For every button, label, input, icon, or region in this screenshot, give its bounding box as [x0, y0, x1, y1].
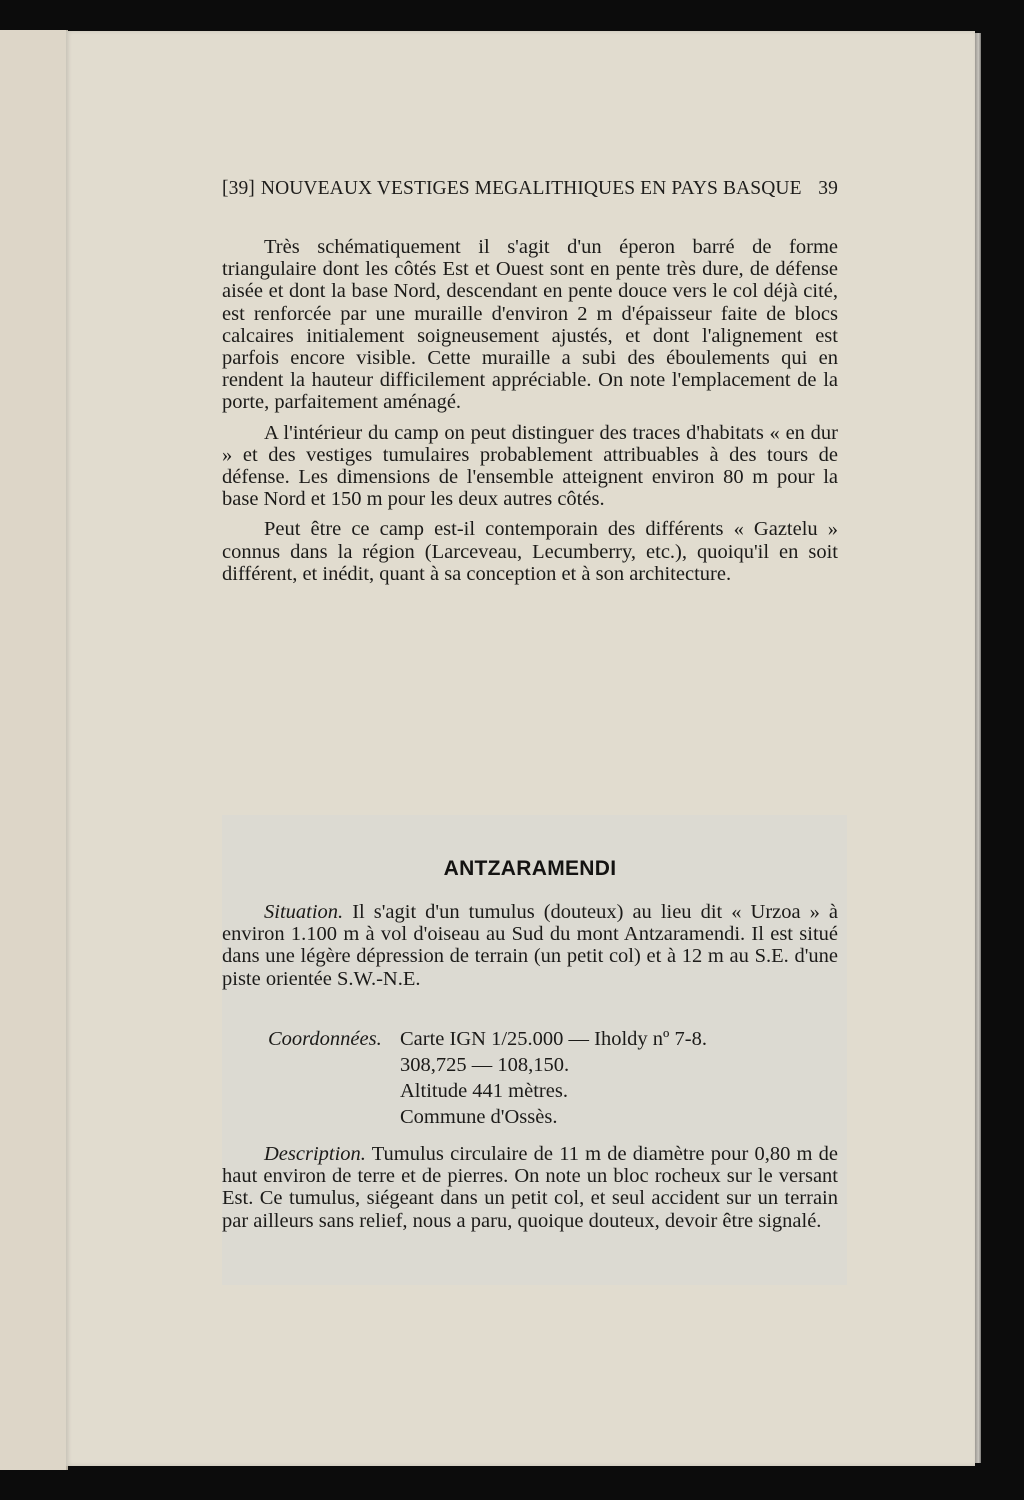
- running-head: [222, 178, 838, 200]
- coordinates-line: Carte IGN 1/25.000 — Iholdy nº 7-8.: [400, 1028, 707, 1050]
- description-paragraph: [222, 1143, 838, 1232]
- situation-label: Situation.: [264, 901, 344, 923]
- running-head-bracket-number: [39]: [222, 178, 255, 199]
- section-title: ANTZARAMENDI: [443, 857, 617, 880]
- running-head-title: NOUVEAUX VESTIGES MEGALITHIQUES EN PAYS BASQUE: [260, 178, 802, 199]
- page-number: 39: [818, 178, 838, 199]
- facing-page-edge: [0, 30, 68, 1470]
- coordinates-line: 308,725 — 108,150.: [400, 1054, 570, 1076]
- paragraph: Peut être ce camp est-il contemporain des différents « Gaztelu » connus dans la région (Larceveau, Lecumberry, etc.), quoiqu'il en soit différent, et inédit, quant à sa conception et à son architecture.: [222, 518, 838, 585]
- description-text: Tumulus circulaire de 11 m de diamètre pour 0,80 m de haut environ de terre et de pierres. On note un bloc rocheux sur le versant Est. Ce tumulus, siégeant dans un petit col, et seul accident sur un terrain par ailleurs sans relief, nous a paru, quoique douteux, devoir être signalé.: [222, 1143, 838, 1232]
- intro-text: [222, 236, 838, 585]
- description-label: Description.: [264, 1143, 366, 1165]
- coordinates-block: [222, 1028, 838, 1132]
- coordinates-label: Coordonnées.: [268, 1028, 382, 1050]
- paragraph: Très schématiquement il s'agit d'un éperon barré de forme triangulaire dont les côtés Est et Ouest sont en pente très dure, de défense aisée et dont la base Nord, descendant en pente douce vers le col déjà cité, est renforcée par une muraille d'environ 2 m d'épaisseur faite de blocs calcaires initialement soigneusement ajustés, et dont l'alignement est parfois encore visible. Cette muraille a subi des éboulements qui en rendent la hauteur difficilement appréciable. On note l'emplacement de la porte, parfaitement aménagé.: [222, 236, 838, 414]
- situation-block: [222, 901, 838, 990]
- situation-text: Il s'agit d'un tumulus (douteux) au lieu dit « Urzoa » à environ 1.100 m à vol d'oiseau au Sud du mont Antzaramendi. Il est situé dans une légère dépression de terrain (un petit col) et à 12 m au S.E. d'une piste orientée S.W.-N.E.: [222, 901, 838, 990]
- paragraph: A l'intérieur du camp on peut distinguer des traces d'habitats « en dur » et des vestiges tumulaires probablement attribuables à des tours de défense. Les dimensions de l'ensemble atteignent environ 80 m pour la base Nord et 150 m pour les deux autres côtés.: [222, 421, 838, 511]
- page-stack-edge: [975, 33, 981, 1463]
- coordinates-line: Commune d'Ossès.: [400, 1106, 558, 1128]
- situation-paragraph: [222, 901, 838, 990]
- description-block: [222, 1143, 838, 1232]
- coordinates-line: Altitude 441 mètres.: [400, 1080, 568, 1102]
